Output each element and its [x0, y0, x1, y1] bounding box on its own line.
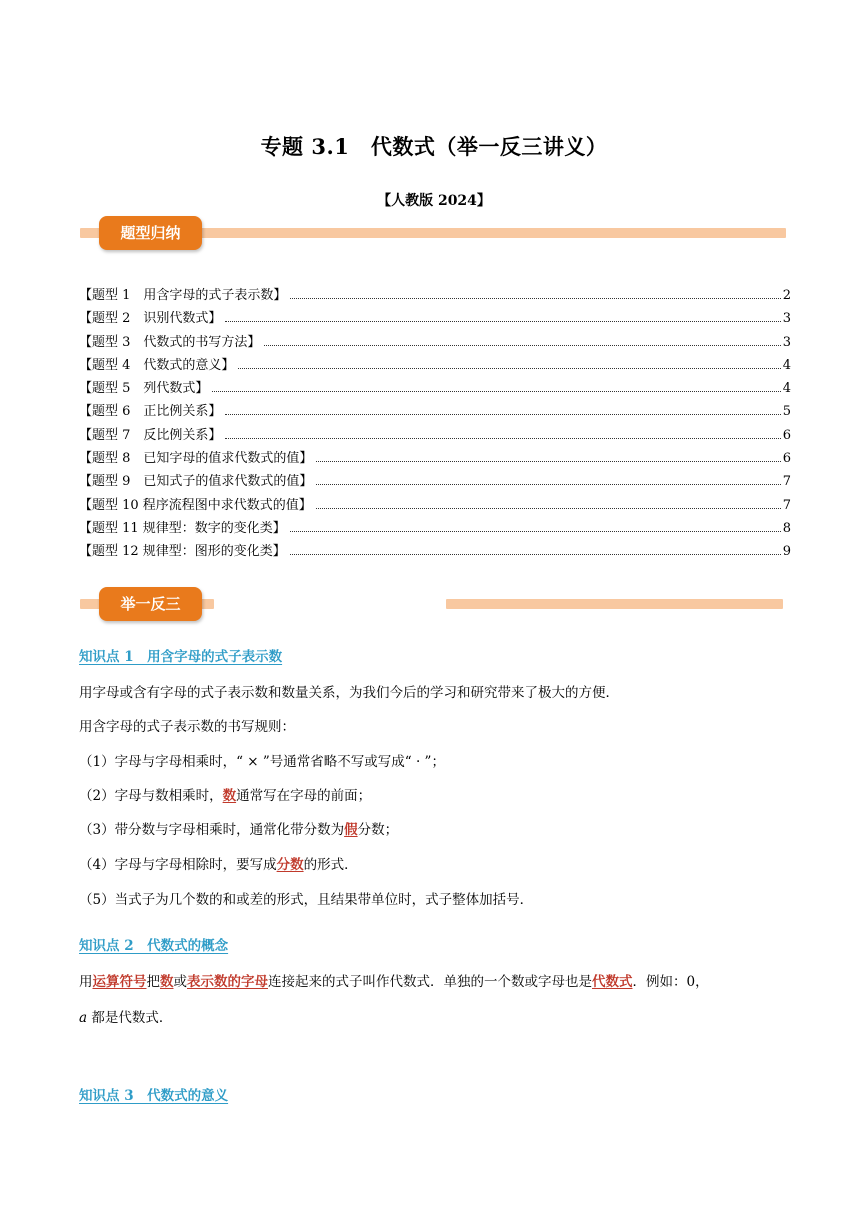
toc-leader-dots — [316, 507, 781, 509]
kp1-rule-4-highlight: 分数 — [276, 857, 304, 873]
kp2-text: 用 — [79, 974, 93, 990]
kp2-text: 把 — [146, 974, 160, 990]
kp2-highlight-operators: 运算符号 — [92, 974, 147, 990]
kp2-heading: 知识点 2 代数式的概念 — [79, 938, 229, 954]
kp1-rule-4-text: （4）字母与字母相除时，要写成 — [79, 857, 277, 873]
kp1-rule-3-highlight: 假 — [344, 822, 358, 838]
toc-item-page: 4 — [782, 357, 791, 373]
toc-leader-dots — [212, 390, 780, 392]
toc-leader-dots — [225, 413, 780, 415]
toc-item-page: 6 — [782, 451, 791, 467]
toc-leader-dots — [290, 530, 781, 532]
toc-item[interactable] — [79, 494, 791, 517]
toc-item[interactable] — [79, 307, 791, 330]
toc-list — [79, 284, 791, 564]
toc-leader-dots — [316, 460, 780, 462]
summary-section-tab: 题型归纳 — [99, 216, 202, 250]
toc-item-page: 6 — [782, 427, 791, 443]
toc-item-label: 【题型 11 规律型：数字的变化类】 — [79, 520, 286, 536]
toc-item[interactable] — [79, 447, 791, 470]
toc-leader-dots — [264, 344, 780, 346]
toc-item-label: 【题型 10 程序流程图中求代数式的值】 — [79, 497, 312, 513]
edition-subtitle: 【人教版 2024】 — [377, 193, 491, 209]
toc-leader-dots — [290, 553, 781, 555]
toc-item-page: 5 — [782, 404, 791, 420]
toc-item-label: 【题型 1 用含字母的式子表示数】 — [79, 288, 287, 303]
toc-item-page: 2 — [782, 288, 791, 303]
kp2-variable: a — [79, 1010, 88, 1026]
toc-item[interactable] — [79, 540, 791, 563]
toc-item[interactable] — [79, 470, 791, 493]
toc-leader-dots — [225, 437, 780, 439]
toc-leader-dots — [290, 297, 780, 299]
kp1-rule-5: （5）当式子为几个数的和或差的形式，且结果带单位时，式子整体加括号． — [79, 892, 534, 908]
kp1-rule-2-highlight: 数 — [222, 788, 237, 804]
toc-item-label: 【题型 6 正比例关系】 — [79, 404, 222, 420]
toc-item-label: 【题型 5 列代数式】 — [79, 381, 209, 397]
toc-item-label: 【题型 4 代数式的意义】 — [79, 357, 235, 373]
kp2-highlight-algebraic: 代数式 — [592, 974, 633, 990]
toc-item-label: 【题型 3 代数式的书写方法】 — [79, 334, 261, 350]
toc-item[interactable] — [79, 517, 791, 540]
kp1-intro: 用字母或含有字母的式子表示数和数量关系，为我们今后的学习和研究带来了极大的方便． — [79, 685, 619, 701]
toc-item[interactable] — [79, 331, 791, 354]
toc-item[interactable] — [79, 377, 791, 400]
kp1-rule-3 — [79, 820, 791, 840]
page-title: 专题 3.1 代数式（举一反三讲义） — [260, 134, 608, 159]
kp2-text: 都是代数式． — [87, 1010, 173, 1026]
toc-leader-dots — [316, 483, 780, 485]
kp3-heading: 知识点 3 代数式的意义 — [79, 1088, 229, 1104]
kp2-text: 或 — [173, 974, 187, 990]
toc-item-page: 7 — [782, 474, 791, 490]
kp1-rule-3-text: 分数； — [357, 822, 399, 838]
practice-section-tab: 举一反三 — [99, 587, 202, 621]
kp1-rule-2-text: 通常写在字母的前面； — [236, 788, 372, 804]
toc-item[interactable] — [79, 400, 791, 423]
kp2-text: 连接起来的式子叫作代数式．单独的一个数或字母也是 — [268, 974, 592, 990]
kp2-highlight-number: 数 — [160, 974, 174, 990]
toc-leader-dots — [238, 367, 780, 369]
toc-item-page: 7 — [782, 497, 791, 513]
practice-banner-line-right — [446, 599, 783, 609]
toc-item-label: 【题型 12 规律型：图形的变化类】 — [79, 544, 286, 560]
kp1-rule-4-text: 的形式． — [303, 857, 358, 873]
toc-item[interactable] — [79, 424, 791, 447]
kp2-highlight-letters: 表示数的字母 — [187, 974, 268, 990]
toc-leader-dots — [225, 320, 780, 322]
kp2-text: ．例如：0， — [632, 974, 709, 990]
toc-item-page: 9 — [782, 544, 791, 560]
kp2-paragraph-continued — [79, 1008, 791, 1028]
kp1-rule-2 — [79, 786, 791, 806]
toc-item-label: 【题型 2 识别代数式】 — [79, 311, 222, 327]
kp1-rule-4 — [79, 855, 791, 875]
toc-item-label: 【题型 7 反比例关系】 — [79, 427, 222, 443]
kp1-rule-3-text: （3）带分数与字母相乘时，通常化带分数为 — [79, 822, 345, 838]
toc-item[interactable] — [79, 354, 791, 377]
toc-item-page: 3 — [782, 311, 791, 327]
kp1-rule-1: （1）字母与字母相乘时，“ × ”号通常省略不写或写成“ · ”； — [79, 754, 445, 770]
kp2-paragraph — [79, 972, 791, 992]
toc-item-label: 【题型 9 已知式子的值求代数式的值】 — [79, 474, 313, 490]
kp1-heading: 知识点 1 用含字母的式子表示数 — [79, 649, 283, 665]
kp1-rules-title: 用含字母的式子表示数的书写规则： — [79, 719, 295, 735]
toc-item-page: 3 — [782, 334, 791, 350]
toc-item-page: 4 — [782, 381, 791, 397]
toc-item-label: 【题型 8 已知字母的值求代数式的值】 — [79, 451, 313, 467]
toc-item[interactable] — [79, 284, 791, 307]
kp1-rule-2-text: （2）字母与数相乘时， — [79, 788, 223, 804]
toc-item-page: 8 — [782, 520, 791, 536]
